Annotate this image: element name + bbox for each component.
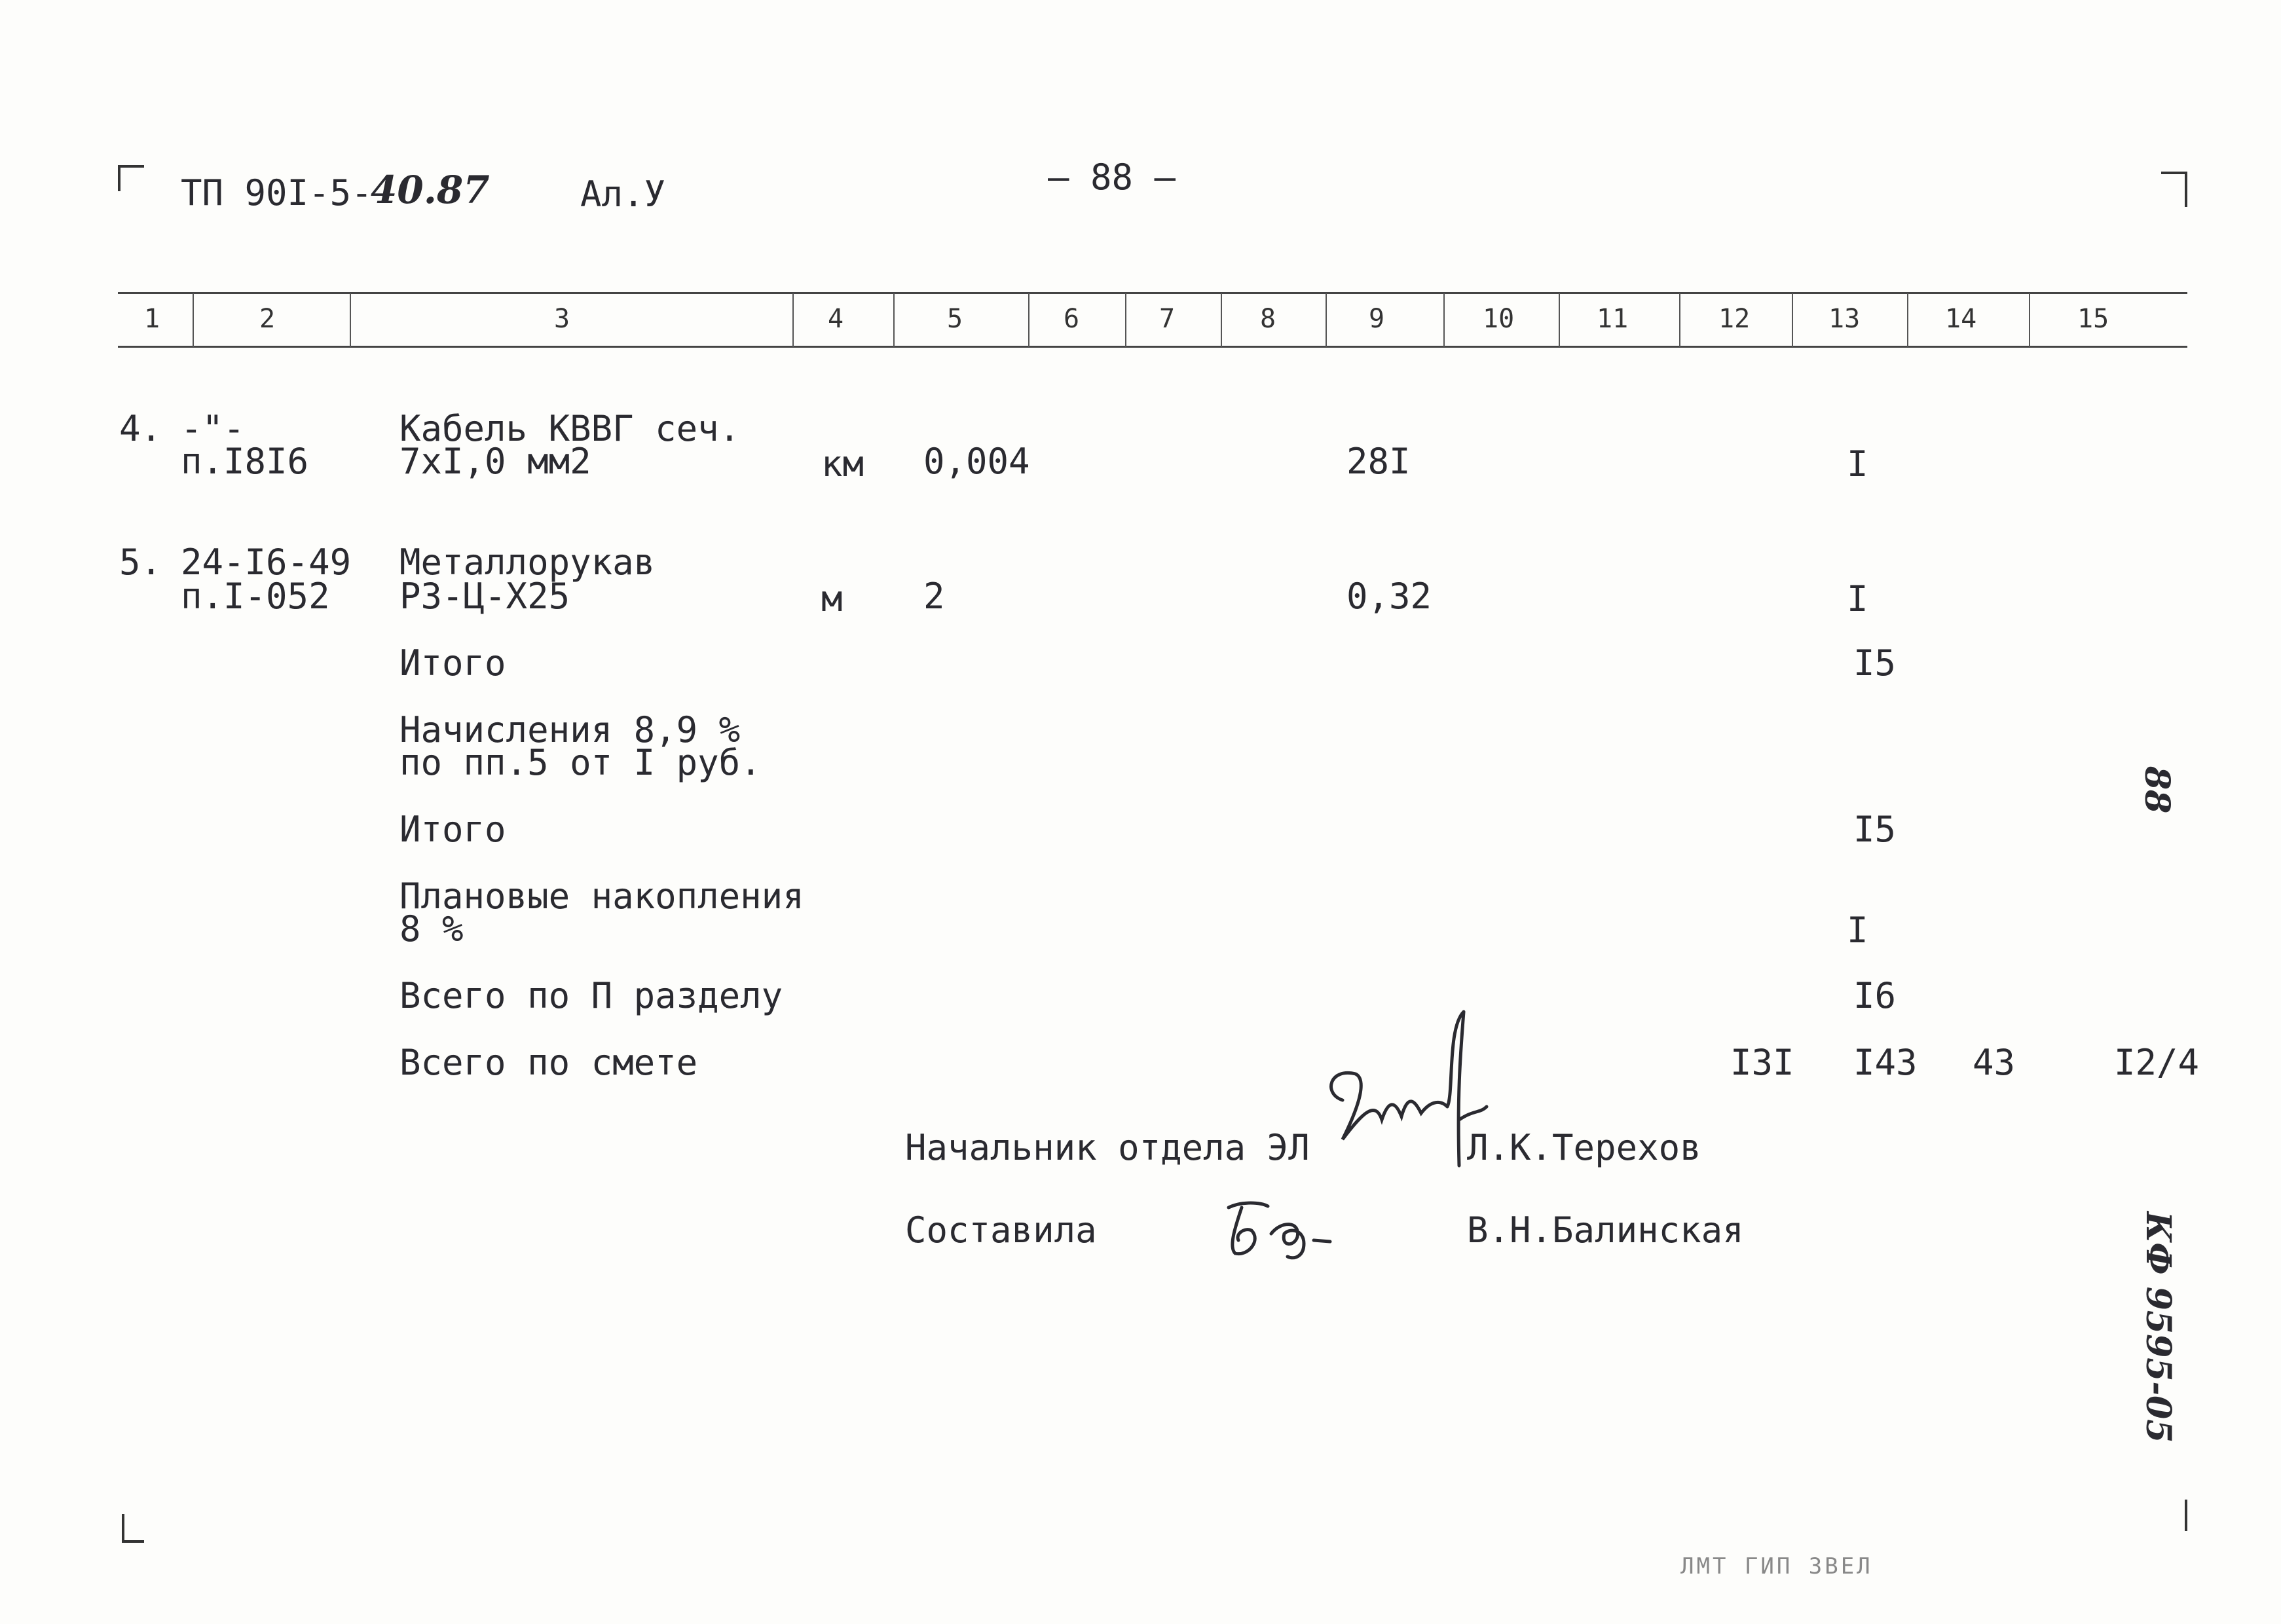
col-divider: [1221, 293, 1222, 347]
compiler-name: В.Н.Балинская: [1467, 1209, 1744, 1251]
album-label: Ал.У: [580, 174, 666, 215]
estimate-total-col13: I43: [1853, 1042, 1918, 1083]
signature-balinskaya: [1215, 1194, 1340, 1266]
estimate-total-col15: I2/4: [2114, 1042, 2200, 1083]
row-name-detail: РЗ-Ц-Х25: [399, 576, 570, 617]
column-header: 7: [1159, 304, 1176, 334]
planned-savings-rate: 8 %: [399, 908, 464, 950]
header-bottom-rule: [118, 346, 2187, 348]
column-header: 2: [259, 304, 276, 334]
column-header: 14: [1945, 304, 1977, 334]
column-header: 5: [947, 304, 963, 334]
row-col9: 0,32: [1346, 576, 1432, 617]
col-divider: [792, 293, 794, 347]
row-quantity: 2: [923, 576, 945, 617]
column-header: 11: [1597, 304, 1629, 334]
row-ref-item: п.I-052: [181, 576, 330, 617]
row-ref-item: п.I8I6: [181, 441, 309, 482]
estimate-total-label: Всего по смете: [399, 1042, 698, 1083]
col-divider: [1679, 293, 1680, 347]
col-divider: [1028, 293, 1029, 347]
estimate-total-col12: I3I: [1730, 1042, 1794, 1083]
row-unit: км: [821, 443, 864, 485]
col-divider: [350, 293, 351, 347]
column-header: 6: [1064, 304, 1080, 334]
head-of-department-title: Начальник отдела ЭЛ: [905, 1127, 1310, 1168]
col-divider: [1792, 293, 1793, 347]
section-total-col13: I6: [1853, 975, 1897, 1016]
planned-savings-col13: I: [1847, 910, 1868, 951]
column-header: 13: [1828, 304, 1861, 334]
document-code: ТП 90I-5-: [181, 172, 373, 213]
compiler-title: Составила: [905, 1209, 1097, 1251]
col-divider: [1125, 293, 1126, 347]
total-label: Итого: [399, 809, 506, 850]
page-number: — 88 —: [1048, 157, 1176, 198]
side-page-number: 88: [2137, 766, 2177, 814]
col-divider: [2029, 293, 2030, 347]
row-col13: I: [1847, 578, 1868, 619]
document-code-handwritten: 40.87: [371, 168, 490, 212]
total-col13: I5: [1853, 642, 1897, 684]
row-quantity: 0,004: [923, 441, 1030, 482]
total-label: Итого: [399, 642, 506, 684]
estimate-total-col14: 43: [1973, 1042, 2016, 1083]
row-col13: I: [1847, 443, 1868, 485]
column-header: 3: [554, 304, 570, 334]
header-top-rule: [118, 292, 2187, 294]
col-divider: [1326, 293, 1327, 347]
col-divider: [193, 293, 194, 347]
column-header: 8: [1260, 304, 1276, 334]
row-name: Металлорукав: [399, 542, 656, 583]
section-total-label: Всего по П разделу: [399, 975, 783, 1016]
total-col13: I5: [1853, 809, 1897, 850]
row-name: Кабель КВВГ сеч.: [399, 408, 741, 449]
corner-mark-top-left: [118, 165, 144, 191]
planned-savings-label: Плановые накопления: [399, 876, 804, 917]
row-ref: -"-: [181, 408, 245, 449]
row-unit: м: [821, 578, 843, 619]
row-name-detail: 7хI,0 мм2: [399, 441, 591, 482]
col-divider: [1907, 293, 1908, 347]
row-col9: 28I: [1346, 441, 1411, 482]
row-number: 4.: [119, 408, 162, 449]
row-ref: 24-I6-49: [181, 542, 352, 583]
charges-detail: по пп.5 от I руб.: [399, 742, 762, 783]
corner-mark-bottom-left: [122, 1514, 144, 1543]
column-header: 12: [1718, 304, 1751, 334]
corner-mark-top-right: [2161, 172, 2187, 207]
col-divider: [1443, 293, 1445, 347]
footer-stamp: ЛМТ ГИП ЗВЕЛ: [1680, 1553, 1873, 1579]
col-divider: [1559, 293, 1560, 347]
column-header: 15: [2077, 304, 2109, 334]
head-of-department-name: Л.К.Терехов: [1467, 1127, 1701, 1168]
column-header: 1: [144, 304, 160, 334]
column-header: 10: [1483, 304, 1515, 334]
col-divider: [893, 293, 895, 347]
column-header: 9: [1369, 304, 1385, 334]
corner-mark-bottom-right: [2161, 1500, 2187, 1531]
side-archive-code: КФ 9595-05: [2138, 1211, 2178, 1443]
column-header: 4: [828, 304, 844, 334]
charges-label: Начисления 8,9 %: [399, 709, 741, 750]
row-number: 5.: [119, 542, 162, 583]
